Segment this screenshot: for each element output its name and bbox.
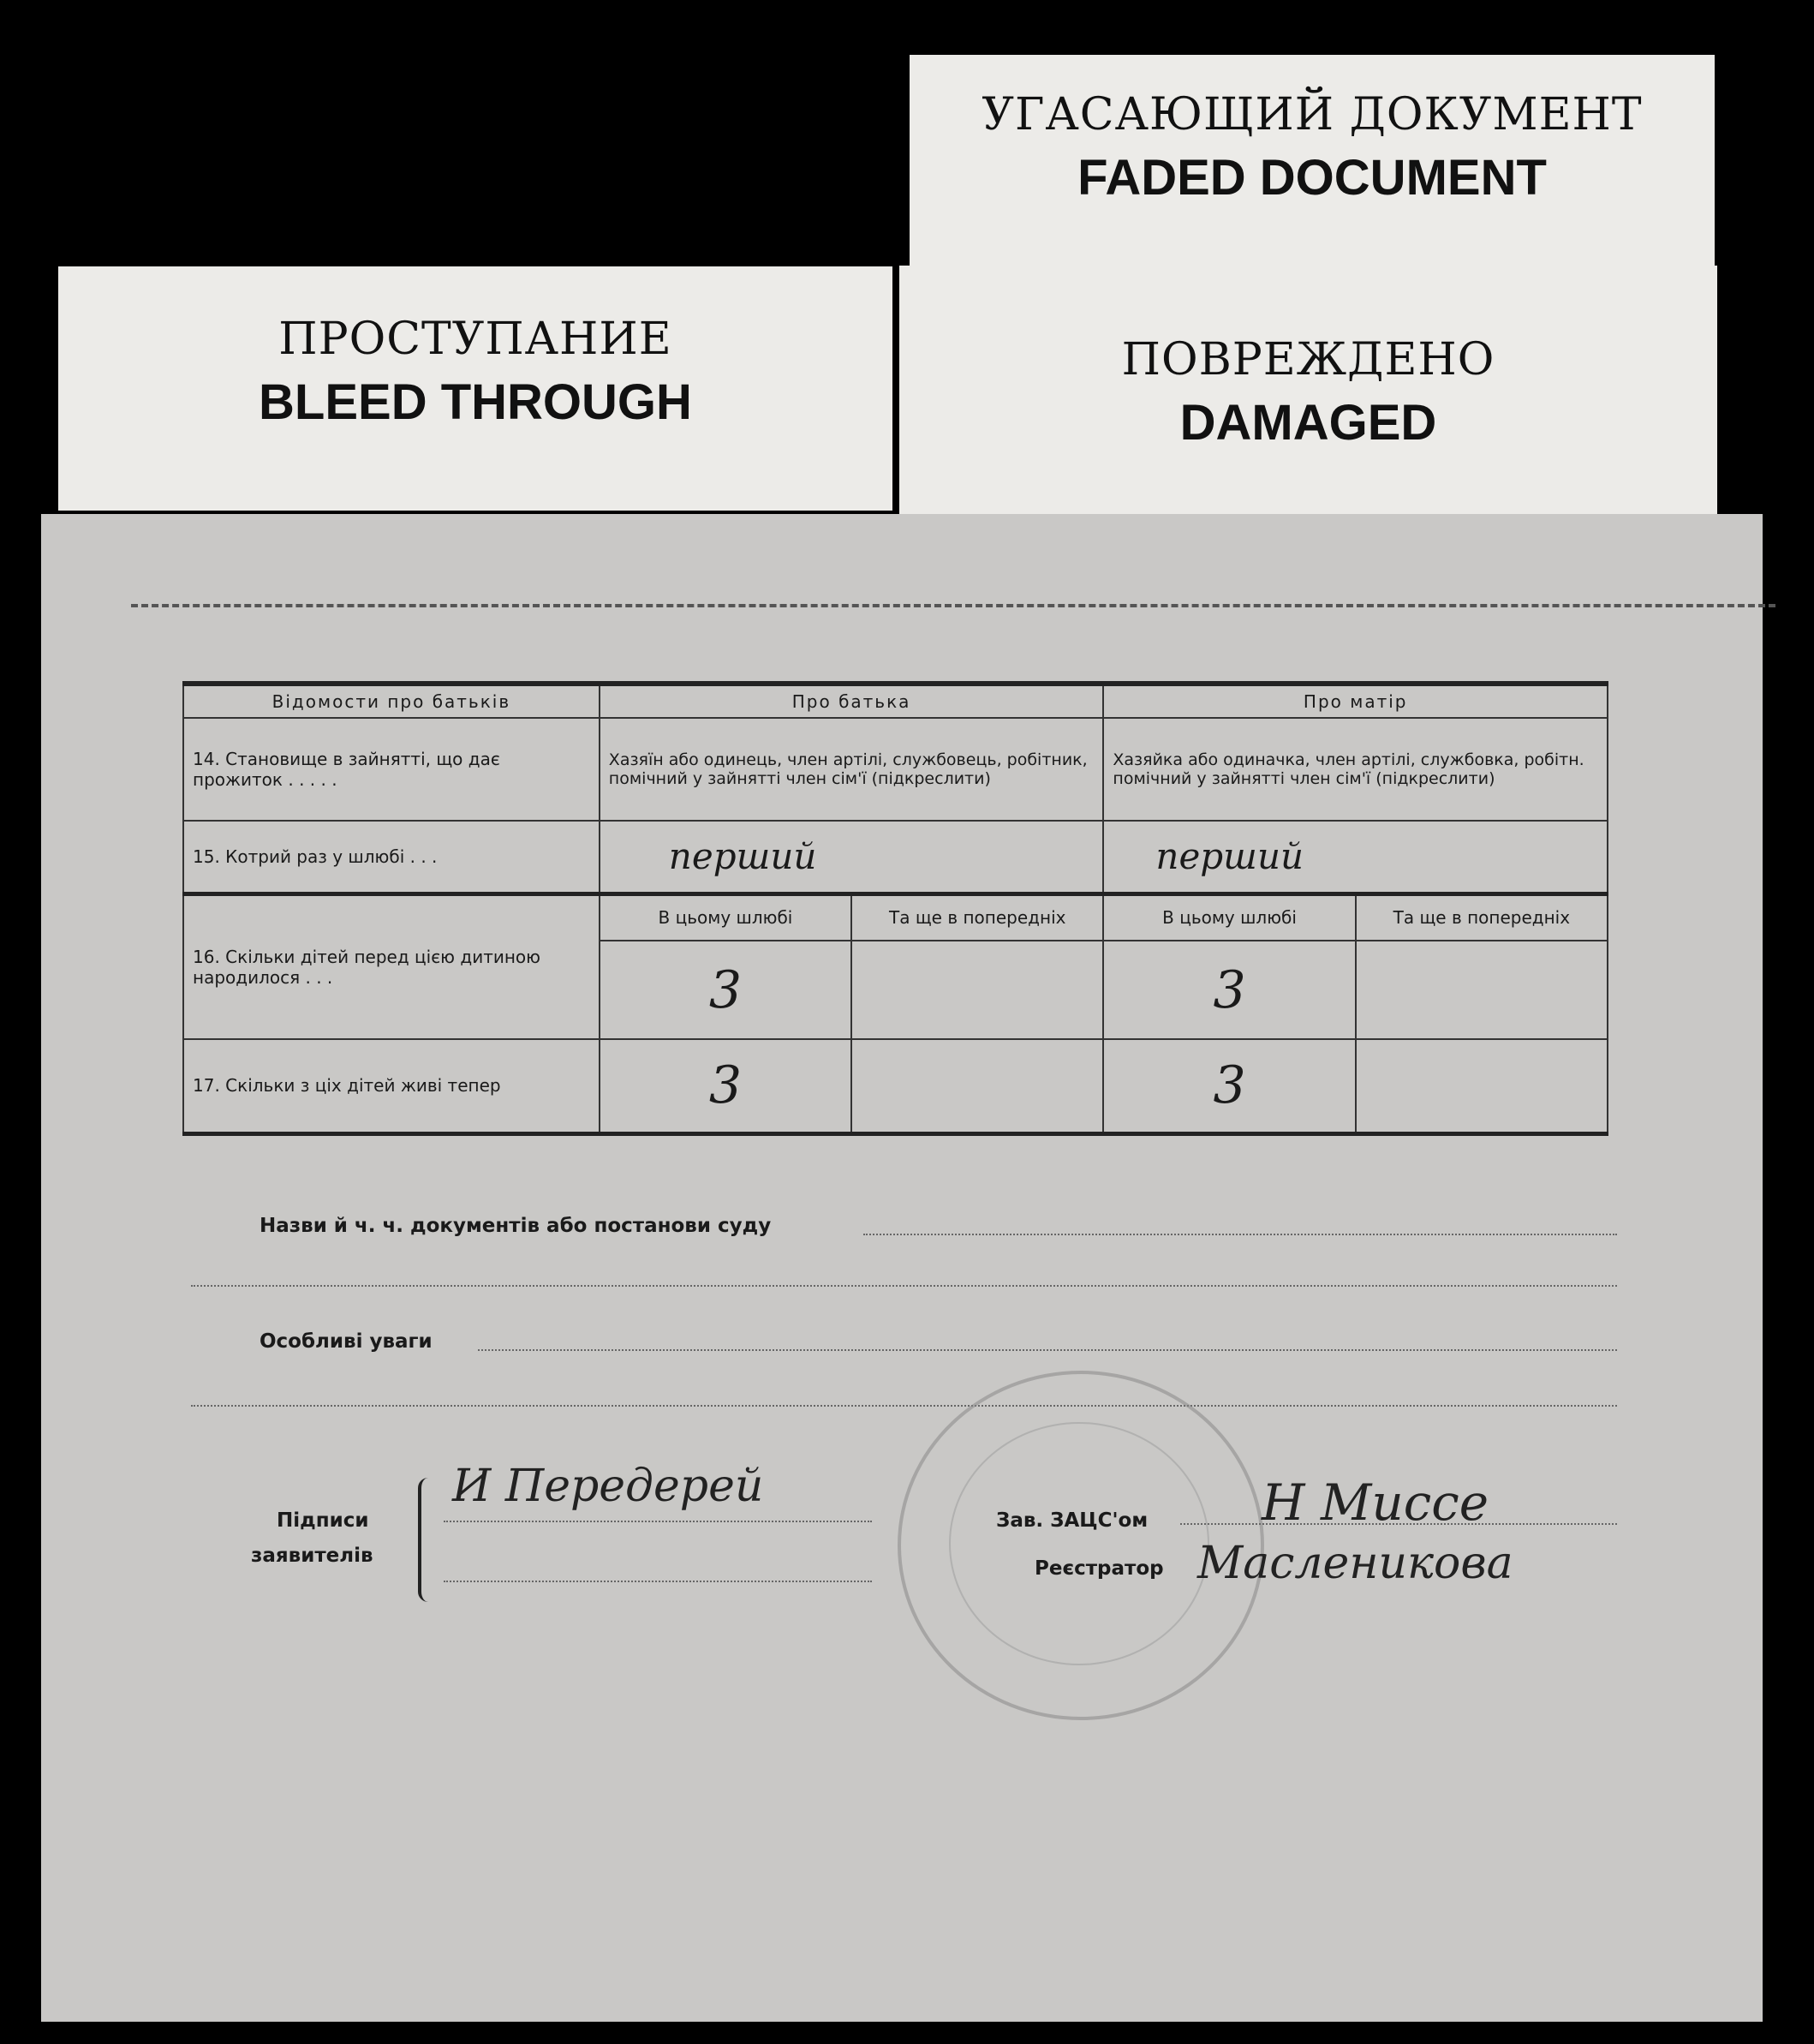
- subheader-row: [183, 894, 1608, 941]
- applicant-sig-line-2: [444, 1581, 872, 1582]
- row15-father: перший: [600, 821, 1104, 894]
- table-row: [183, 718, 1608, 821]
- row14-father: Хазяїн або одинець, член артілі, службовець, робітник, помічний у зайнятті член сім'ї (підкреслити): [600, 718, 1104, 821]
- applicants-label-2: заявителів: [251, 1545, 373, 1567]
- bleed-label-en: BLEED THROUGH: [259, 374, 692, 430]
- applicants-brace: [418, 1478, 439, 1602]
- documents-line-2: [191, 1285, 1617, 1287]
- row15-label: 15. Котрий раз у шлюбі . . .: [183, 821, 600, 894]
- official-stamp-inner: [949, 1422, 1209, 1665]
- row17-label: 17. Скільки з ціх дітей живі тепер: [183, 1039, 600, 1133]
- head-sig-line: [1180, 1523, 1617, 1525]
- row14-label: 14. Становище в зайнятті, що дає прожиток . . . . .: [183, 718, 600, 821]
- damaged-label-ru: ПОВРЕЖДЕНО: [1121, 334, 1495, 385]
- mother-this-marriage: В цьому шлюбі: [1103, 894, 1355, 941]
- row17-mother-this: 3: [1103, 1039, 1355, 1133]
- notes-line-2: [191, 1405, 1617, 1407]
- head-label: Зав. ЗАЦС'ом: [996, 1509, 1149, 1532]
- documents-line: [863, 1234, 1617, 1235]
- head-signature: Н Миссе: [1262, 1473, 1489, 1532]
- table-row: [183, 821, 1608, 894]
- father-previous: Та ще в попередніх: [851, 894, 1103, 941]
- row16-father-this: 3: [600, 941, 851, 1039]
- document-page: [41, 514, 1763, 2022]
- notes-line: [478, 1349, 1617, 1351]
- applicants-label-1: Підписи: [277, 1509, 369, 1532]
- header-mother: Про матір: [1103, 684, 1608, 718]
- row14-mother: Хазяйка або одиначка, член артілі, службовка, робітн. помічний у зайнятті член сім'ї (підкреслити): [1103, 718, 1608, 821]
- table-row: [183, 1039, 1608, 1133]
- mother-previous: Та ще в попередніх: [1356, 894, 1608, 941]
- parents-table: [182, 681, 1608, 1136]
- applicant-sig-line: [444, 1521, 872, 1522]
- faded-label-en: FADED DOCUMENT: [1077, 150, 1547, 206]
- row16-label: 16. Скільки дітей перед цією дитиною народилося . . .: [183, 894, 600, 1039]
- damaged-label: [899, 266, 1717, 514]
- header-father: Про батька: [600, 684, 1104, 718]
- row17-father-this: 3: [600, 1039, 851, 1133]
- damaged-label-en: DAMAGED: [1179, 395, 1437, 451]
- faded-label-ru: УГАСАЮЩИЙ ДОКУМЕНТ: [982, 89, 1643, 140]
- row16-father-prev: [851, 941, 1103, 1039]
- faded-document-label: [910, 55, 1715, 269]
- registrar-label: Реєстратор: [1035, 1557, 1164, 1580]
- row16-mother-this: 3: [1103, 941, 1355, 1039]
- row17-father-prev: [851, 1039, 1103, 1133]
- perforation-line: [131, 604, 1775, 607]
- bleed-label-ru: ПРОСТУПАНИЕ: [278, 314, 672, 365]
- registrar-signature: Масленикова: [1197, 1538, 1513, 1589]
- row15-mother: перший: [1103, 821, 1608, 894]
- table-header-row: [183, 684, 1608, 718]
- row16-mother-prev: [1356, 941, 1608, 1039]
- notes-field-label: Особливі уваги: [260, 1330, 433, 1353]
- applicant-signature: И Передерей: [452, 1461, 764, 1512]
- header-col1: Відомости про батьків: [183, 684, 600, 718]
- bleed-through-label: [58, 266, 892, 511]
- row17-mother-prev: [1356, 1039, 1608, 1133]
- father-this-marriage: В цьому шлюбі: [600, 894, 851, 941]
- documents-field-label: Назви й ч. ч. документів або постанови суду: [260, 1215, 772, 1237]
